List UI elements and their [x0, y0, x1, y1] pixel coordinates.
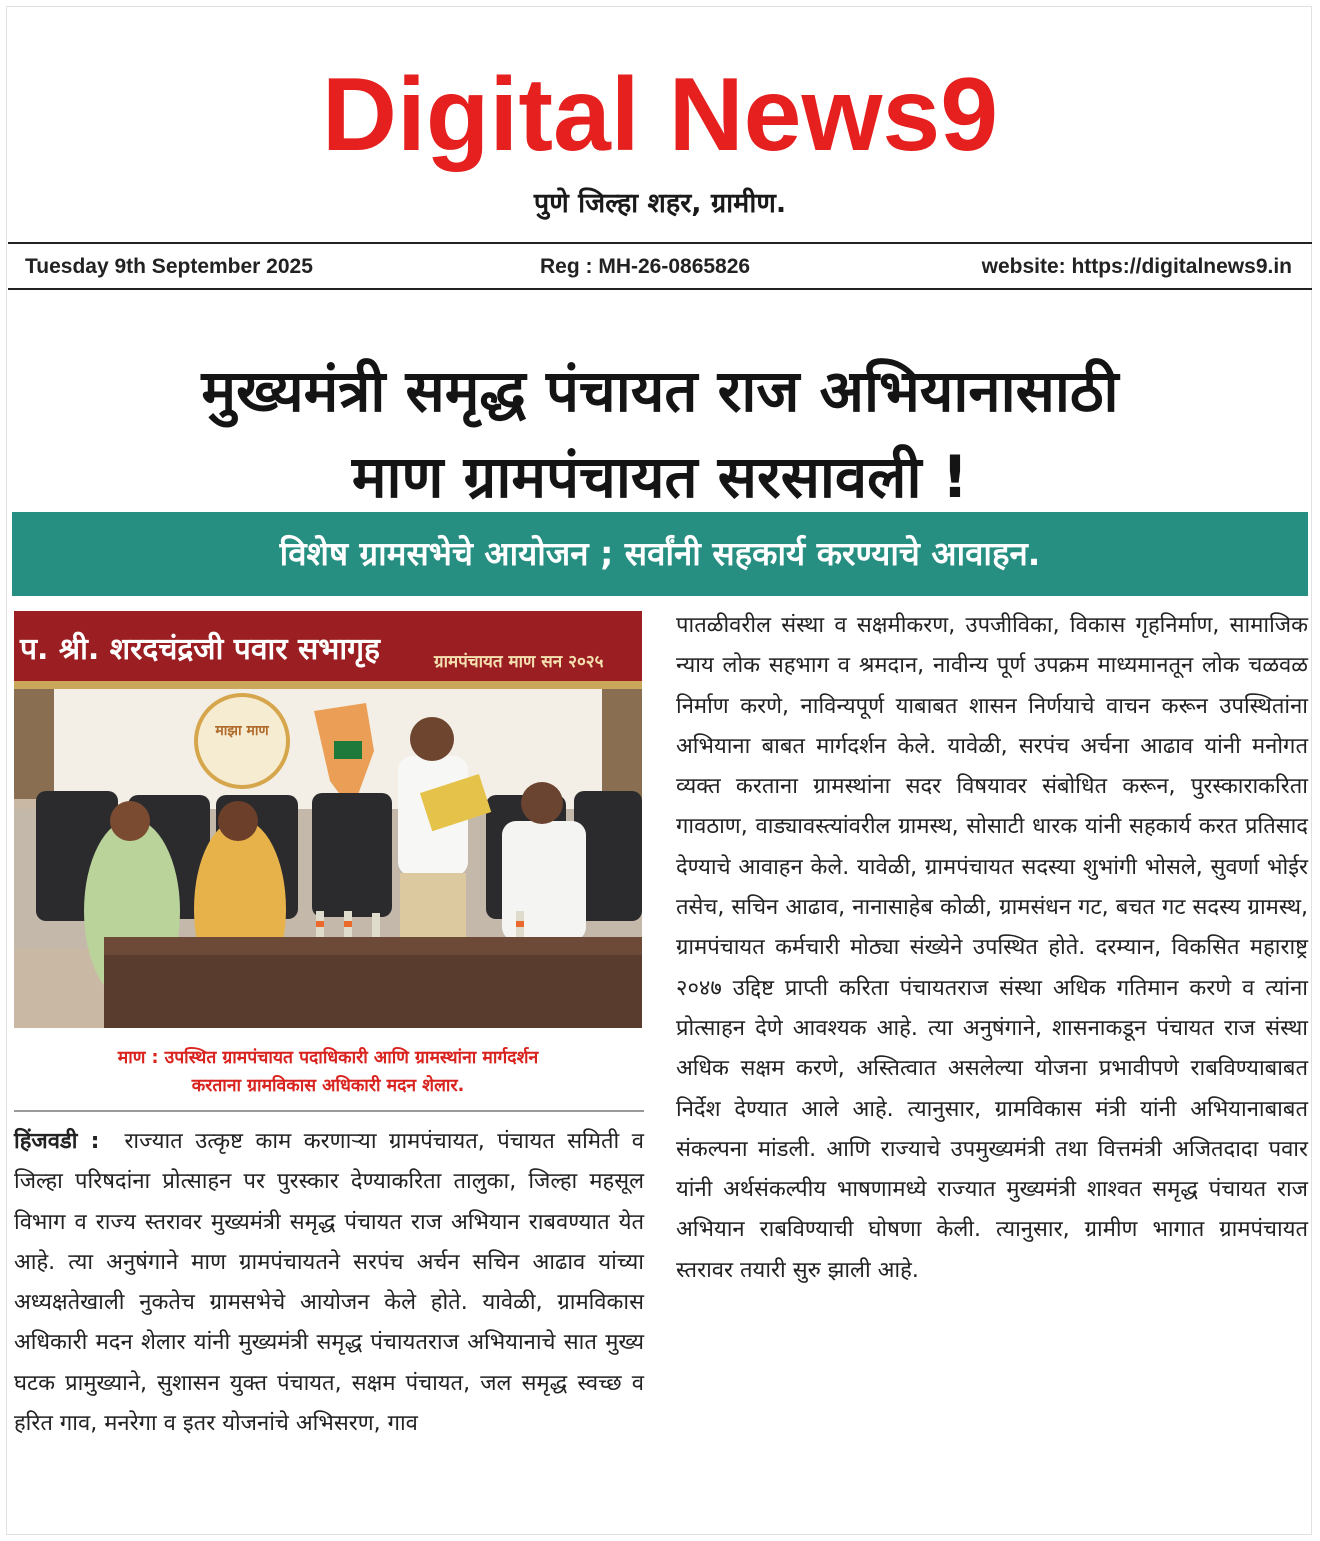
publication-title: Digital News9	[321, 57, 999, 173]
headline-line-1: मुख्यमंत्री समृद्ध पंचायत राज अभियानासाठी	[201, 357, 1119, 425]
article-body-left: राज्यात उत्कृष्ट काम करणाऱ्या ग्रामपंचायत, पंचायत समिती व जिल्हा परिषदांना प्रोत्साहन पर पुरस्कार देण्याकरिता तालुका, जिल्हा महसूल विभाग व राज्य स्तरावर मुख्यमंत्री समृद्ध पंचायत राज अभियान राबवण्यात येत आहे. त्या अनुषंगाने माण ग्रामपंचायतने सरपंच अर्चन सचिन आढाव यांच्या अध्यक्षतेखाली नुकतेच ग्रामसभेचे आयोजन केले होते. यावेळी, ग्रामविकास अधिकारी मदन शेलार यांनी मुख्यमंत्री समृद्ध पंचायतराज अभियानाचे सात मुख्य घटक प्रामुख्याने, सुशासन युक्त पंचायत, सक्षम पंचायत, जल समृद्ध स्वच्छ व हरित गाव, मनरेगा व इतर योजनांचे अभिसरण, गाव	[14, 1129, 644, 1437]
publication-subtitle: पुणे जिल्हा शहर, ग्रामीण.	[533, 188, 787, 219]
logo-text: माझा माण	[215, 723, 269, 739]
headline	[0, 348, 1320, 520]
article-body-right: पातळीवरील संस्था व सक्षमीकरण, उपजीविका, विकास गृहनिर्माण, सामाजिक न्याय लोक सहभाग व श्रमदान, नावीन्य पूर्ण उपक्रम माध्यमानतून लोक चळवळ निर्माण करणे, नाविन्यपूर्ण याबाबत शासन निर्णयाचे वाचन करून उपस्थितांना अभियाना बाबत मार्गदर्शन केले. यावेळी, सरपंच अर्चना आढाव यांनी मनोगत व्यक्त करताना ग्रामस्थांना सदर विषयावर संबोधित करून, पुरस्काराकरिता गावठाण, वाड्यावस्त्यांवरील ग्रामस्थ, सोसाटी धारक यांनी सहकार्य करत प्रतिसाद देण्याचे आवाहन केले. यावेळी, ग्रामपंचायत सदस्या शुभांगी भोसले, सुवर्णा भोईर तसेच, सचिन आढाव, नानासाहेब कोळी, ग्रामसंधन गट, बचत गट सदस्य ग्रामस्थ, ग्रामपंचायत कर्मचारी मोठ्या संख्येने उपस्थित होते. दरम्यान, विकसित महाराष्ट्र २०४७ उद्दिष्ट प्राप्ती करिता पंचायतराज संस्था अधिक गतिमान करणे व त्यांना प्रोत्साहन देणे आवश्यक आहे. त्या अनुषंगाने, शासनाकडून पंचायत राज संस्था अधिक सक्षम करणे, अस्तित्वात असलेल्या योजना प्रभावीपणे राबविण्याबाबत निर्देश देण्यात आले आहे. त्यानुसार, ग्रामविकास मंत्री यांनी अभियानाबाबत संकल्पना मांडली. आणि राज्याचे उपमुख्यमंत्री तथा वित्तमंत्री अजितदादा पवार यांनी अर्थसंकल्पीय भाषणामध्ये राज्यात मुख्यमंत्री शाश्वत समृद्ध पंचायत राज अभियान राबविण्याची घोषणा केली. त्यानुसार, ग्रामीण भागात ग्रामपंचायत स्तरावर तयारी सुरु झाली आहे.	[676, 613, 1308, 1283]
caption-divider	[14, 1110, 644, 1112]
headline-line-2: माण ग्रामपंचायत सरसावली !	[351, 443, 969, 511]
article-dateline: हिंजवडी :	[14, 1129, 100, 1154]
article-column-right	[676, 606, 1308, 1291]
photo-caption	[14, 1044, 642, 1100]
caption-line-1: माण : उपस्थित ग्रामपंचायत पदाधिकारी आणि ग्रामस्थांना मार्गदर्शन	[117, 1048, 539, 1068]
caption-line-2: करताना ग्रामविकास अधिकारी मदन शेलार.	[191, 1076, 465, 1096]
news-photo	[14, 611, 642, 1028]
hall-sign-text: प. श्री. शरदचंद्रजी पवार सभागृह	[20, 632, 380, 667]
subheadline-banner: विशेष ग्रामसभेचे आयोजन ; सर्वांनी सहकार्य करण्याचे आवाहन.	[12, 512, 1308, 596]
masthead	[0, 55, 1320, 220]
banner-year-text: ग्रामपंचायत माण सन २०२५	[434, 652, 604, 672]
issue-date: Tuesday 9th September 2025	[25, 255, 313, 278]
info-bar	[8, 242, 1312, 290]
website-url: website: https://digitalnews9.in	[981, 255, 1292, 278]
registration-number: Reg : MH-26-0865826	[540, 255, 751, 278]
article-column-left	[14, 1122, 644, 1444]
